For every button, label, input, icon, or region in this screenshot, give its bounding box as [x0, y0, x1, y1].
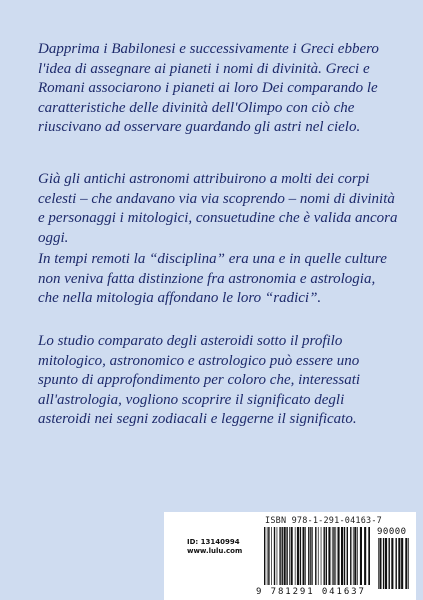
discipline-paragraph: In tempi remoti la “disciplina” era una e in quelle culture non veniva fatta distinzione fra astronomia e astrologia, che nella mitologia affondano le loro “radici”. — [38, 251, 387, 307]
barcode-bar — [295, 527, 296, 585]
barcode-bar — [344, 527, 345, 585]
intro-paragraph: Dapprima i Babilonesi e successivamente i Greci ebbero l'idea di assegnare ai pianeti i nomi di divinità. Greci e Romani associarono i pianeti ai loro Dei comparando le caratteristiche delle divinità dell'Olimpo con ciò che riuscivano ad osservare guardando gli astri nel cielo. — [38, 41, 379, 136]
barcode-bar — [354, 527, 356, 585]
barcode-bar — [405, 538, 407, 589]
ean-barcode — [264, 527, 370, 589]
barcode-bar — [398, 538, 400, 589]
addon-digits: 90000 — [377, 527, 407, 537]
barcode-bar — [338, 527, 340, 585]
barcode-bar — [282, 527, 283, 585]
barcode-bar — [308, 527, 309, 585]
barcode-bar — [300, 527, 301, 585]
barcode-bar — [383, 538, 384, 589]
ean-digits: 9 781291 041637 — [256, 587, 366, 597]
isbn-label: ISBN 978-1-291-04163-7 — [265, 516, 382, 526]
addon-barcode — [378, 538, 410, 589]
barcode-bar — [350, 527, 351, 585]
barcode-bar — [364, 527, 366, 585]
barcode-bar — [379, 538, 381, 589]
barcode-bar — [310, 527, 311, 585]
barcode-bar — [264, 527, 265, 585]
barcode-bar — [305, 527, 306, 585]
lulu-site: www.lulu.com — [187, 547, 243, 555]
lulu-id-block — [187, 538, 242, 556]
barcode-bar — [328, 527, 330, 585]
barcode-bar — [391, 538, 393, 589]
barcode-bar — [360, 527, 362, 585]
barcode-bar — [378, 538, 379, 589]
barcode-bar — [312, 527, 313, 585]
barcode-bar — [324, 527, 325, 585]
barcode-bar — [315, 527, 316, 585]
barcode-bar — [284, 527, 286, 585]
barcode-bar — [297, 527, 299, 585]
barcode-bar — [357, 527, 358, 585]
barcode-bar — [333, 527, 334, 585]
barcode-bar — [279, 527, 280, 585]
barcode-bar — [326, 527, 327, 585]
barcode-bar — [385, 538, 387, 589]
barcode-bar — [267, 527, 268, 585]
barcode-bar — [332, 527, 333, 585]
barcode-bar — [291, 527, 293, 585]
barcode-bar — [396, 538, 397, 589]
lulu-id: ID: 13140994 — [187, 538, 240, 546]
barcode-bar — [347, 527, 348, 585]
barcode-bar — [401, 538, 403, 589]
barcode-bar — [268, 527, 269, 585]
barcode-bar — [408, 538, 409, 589]
study-paragraph: Lo studio comparato degli asteroidi sotto il profilo mitologico, astronomico e astrologico può essere uno spunto di approfondimento per coloro che, interessati all'astrologia, vogliono scoprire il significato degli asteroidi nei segni zodiacali e leggerne il significato. — [38, 333, 361, 428]
barcode-bar — [368, 527, 370, 585]
barcode-bar — [318, 527, 319, 585]
barcode-bar — [271, 527, 272, 585]
barcode-bar — [389, 538, 390, 589]
barcode-bar — [321, 527, 322, 585]
barcode-bar — [274, 527, 275, 585]
barcode-bar — [341, 527, 343, 585]
barcode-area — [164, 512, 416, 600]
barcode-bar — [289, 527, 290, 585]
barcode-bar — [353, 527, 354, 585]
barcode-bar — [277, 527, 278, 585]
barcode-bar — [303, 527, 305, 585]
barcode-bar — [335, 527, 336, 585]
barcode-bar — [286, 527, 287, 585]
astronomers-paragraph: Già gli antichi astronomi attribuirono a molti dei corpi celesti – che andavano via via scoprendo – nomi di divinità e personaggi i mitologici, consuetudine che è valida ancora oggi. — [38, 171, 398, 246]
